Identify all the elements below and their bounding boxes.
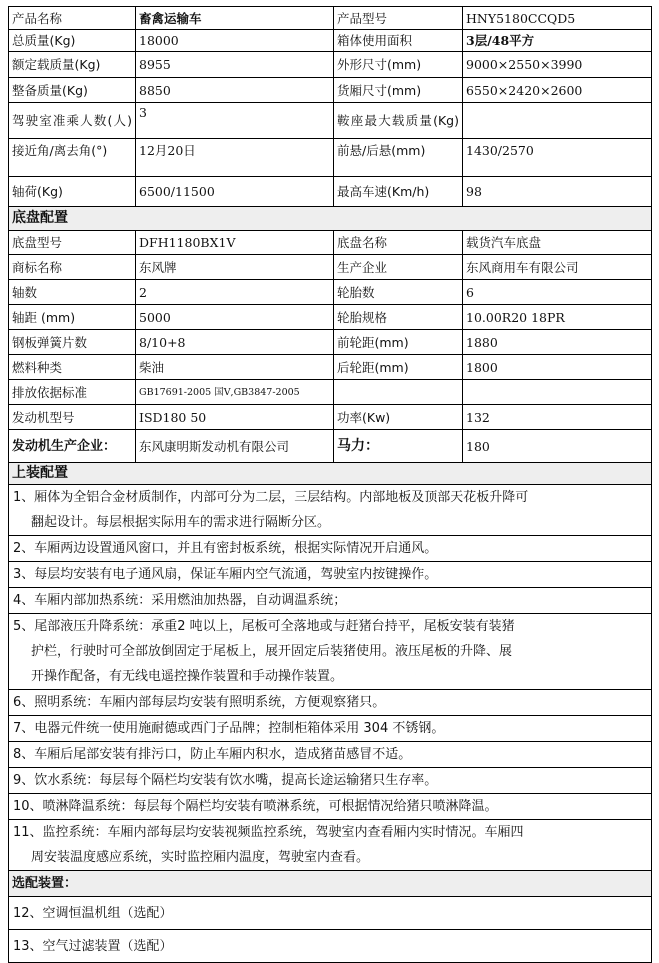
product-model-label: 产品型号 bbox=[334, 7, 463, 30]
brand-name-value: 东风牌 bbox=[136, 255, 334, 280]
optional-section-header bbox=[9, 871, 652, 897]
optional-section-title: 选配装置： bbox=[9, 871, 652, 897]
engine-model-label: 发动机型号 bbox=[9, 405, 136, 430]
empty-cell bbox=[334, 380, 463, 405]
product-model-value: HNY5180CCQD5 bbox=[463, 7, 652, 30]
upper-row bbox=[9, 716, 652, 742]
cargo-dimensions-value: 6550×2420×2600 bbox=[463, 78, 652, 103]
upper-row bbox=[9, 562, 652, 588]
optional-row bbox=[9, 930, 652, 963]
curb-mass-label: 整备质量(Kg) bbox=[9, 78, 136, 103]
rated-load-label: 额定载质量(Kg) bbox=[9, 52, 136, 78]
chassis-section-header bbox=[9, 207, 652, 231]
max-speed-value: 98 bbox=[463, 177, 652, 207]
upper-item-10: 10、喷淋降温系统：每层每个隔栏均安装有喷淋系统，可根据情况给猪只喷淋降温。 bbox=[9, 794, 652, 820]
front-track-value: 1880 bbox=[463, 330, 652, 355]
curb-mass-value: 8850 bbox=[136, 78, 334, 103]
upper-item-3: 3、每层均安装有电子通风扇，保证车厢内空气流通，驾驶室内按键操作。 bbox=[9, 562, 652, 588]
chassis-row bbox=[9, 355, 652, 380]
overhang-value: 1430/2570 bbox=[463, 139, 652, 177]
axle-load-label: 轴荷(Kg) bbox=[9, 177, 136, 207]
rear-track-value: 1800 bbox=[463, 355, 652, 380]
upper-row bbox=[9, 614, 652, 690]
upper-item-5-line-1: 5、尾部液压升降系统：承重2 吨以上，尾板可全落地或与赶猪台持平，尾板安装有装猪 bbox=[13, 619, 515, 634]
chassis-row bbox=[9, 330, 652, 355]
chassis-row bbox=[9, 255, 652, 280]
leaf-spring-label: 钢板弹簧片数 bbox=[9, 330, 136, 355]
cab-seats-value: 3 bbox=[136, 103, 334, 139]
vehicle-row bbox=[9, 7, 652, 30]
approach-departure-angle-label: 接近角/离去角(°) bbox=[9, 139, 136, 177]
upper-item-1-line-1: 1、厢体为全铝合金材质制作，内部可分为二层，三层结构。内部地板及顶部天花板升降可 bbox=[13, 490, 529, 505]
vehicle-row bbox=[9, 30, 652, 52]
emission-standard-label: 排放依据标准 bbox=[9, 380, 136, 405]
fuel-type-value: 柴油 bbox=[136, 355, 334, 380]
spec-sheet-table bbox=[8, 6, 652, 963]
upper-item-6: 6、照明系统：车厢内部每层均安装有照明系统，方便观察猪只。 bbox=[9, 690, 652, 716]
vehicle-row bbox=[9, 52, 652, 78]
manufacturer-label: 生产企业 bbox=[334, 255, 463, 280]
vehicle-row bbox=[9, 103, 652, 139]
chassis-row bbox=[9, 430, 652, 463]
upper-item-1 bbox=[9, 485, 652, 536]
cargo-dimensions-label: 货厢尺寸(mm) bbox=[334, 78, 463, 103]
approach-departure-angle-value: 12月20日 bbox=[136, 139, 334, 177]
upper-item-1-line-2: 翻起设计。每层根据实际用车的需求进行隔断分区。 bbox=[31, 515, 331, 530]
max-speed-label: 最高车速(Km/h) bbox=[334, 177, 463, 207]
rated-load-value: 8955 bbox=[136, 52, 334, 78]
box-area-label: 箱体使用面积 bbox=[334, 30, 463, 52]
optional-item-12: 12、空调恒温机组（选配） bbox=[9, 897, 652, 930]
gross-mass-label: 总质量(Kg) bbox=[9, 30, 136, 52]
tire-count-value: 6 bbox=[463, 280, 652, 305]
box-area-value: 3层/48平方 bbox=[463, 30, 652, 52]
upper-row bbox=[9, 690, 652, 716]
emission-standard-value: GB17691-2005 国Ⅴ,GB3847-2005 bbox=[136, 380, 334, 405]
upper-item-11 bbox=[9, 820, 652, 871]
fuel-type-label: 燃料种类 bbox=[9, 355, 136, 380]
upper-row bbox=[9, 820, 652, 871]
tire-spec-label: 轮胎规格 bbox=[334, 305, 463, 330]
upper-row bbox=[9, 588, 652, 614]
chassis-row bbox=[9, 280, 652, 305]
upper-row bbox=[9, 768, 652, 794]
engine-model-value: ISD180 50 bbox=[136, 405, 334, 430]
gross-mass-value: 18000 bbox=[136, 30, 334, 52]
manufacturer-value: 东风商用车有限公司 bbox=[463, 255, 652, 280]
chassis-section-title: 底盘配置 bbox=[9, 207, 652, 231]
cab-seats-label: 驾驶室准乘人数(人) bbox=[9, 103, 136, 139]
front-track-label: 前轮距(mm) bbox=[334, 330, 463, 355]
upper-item-11-line-1: 11、监控系统：车厢内部每层均安装视频监控系统，驾驶室内查看厢内实时情况。车厢四 bbox=[13, 825, 524, 840]
saddle-load-value bbox=[463, 103, 652, 139]
chassis-model-label: 底盘型号 bbox=[9, 231, 136, 255]
axle-load-value: 6500/11500 bbox=[136, 177, 334, 207]
tire-spec-value: 10.00R20 18PR bbox=[463, 305, 652, 330]
power-value: 132 bbox=[463, 405, 652, 430]
axle-count-label: 轴数 bbox=[9, 280, 136, 305]
leaf-spring-value: 8/10+8 bbox=[136, 330, 334, 355]
brand-name-label: 商标名称 bbox=[9, 255, 136, 280]
chassis-row bbox=[9, 405, 652, 430]
horsepower-value: 180 bbox=[463, 430, 652, 463]
upper-row bbox=[9, 485, 652, 536]
tire-count-label: 轮胎数 bbox=[334, 280, 463, 305]
upper-section-title: 上装配置 bbox=[9, 463, 652, 485]
chassis-row bbox=[9, 380, 652, 405]
upper-section-header bbox=[9, 463, 652, 485]
upper-item-4: 4、车厢内部加热系统：采用燃油加热器，自动调温系统； bbox=[9, 588, 652, 614]
overall-dimensions-label: 外形尺寸(mm) bbox=[334, 52, 463, 78]
wheelbase-value: 5000 bbox=[136, 305, 334, 330]
upper-item-5-line-3: 开操作配备，有无线电遥控操作装置和手动操作装置。 bbox=[31, 669, 344, 684]
optional-item-13: 13、空气过滤装置（选配） bbox=[9, 930, 652, 963]
overhang-label: 前悬/后悬(mm) bbox=[334, 139, 463, 177]
product-name-label: 产品名称 bbox=[9, 7, 136, 30]
horsepower-label: 马力： bbox=[334, 430, 463, 463]
vehicle-row bbox=[9, 139, 652, 177]
empty-cell bbox=[463, 380, 652, 405]
optional-row bbox=[9, 897, 652, 930]
upper-item-5-line-2: 护栏，行驶时可全部放倒固定于尾板上，展开固定后装猪使用。液压尾板的升降、展 bbox=[31, 644, 513, 659]
vehicle-row bbox=[9, 177, 652, 207]
engine-manufacturer-label: 发动机生产企业： bbox=[9, 430, 136, 463]
engine-manufacturer-value: 东风康明斯发动机有限公司 bbox=[136, 430, 334, 463]
upper-item-9: 9、饮水系统：每层每个隔栏均安装有饮水嘴，提高长途运输猪只生存率。 bbox=[9, 768, 652, 794]
upper-row bbox=[9, 536, 652, 562]
overall-dimensions-value: 9000×2550×3990 bbox=[463, 52, 652, 78]
chassis-row bbox=[9, 305, 652, 330]
upper-item-2: 2、车厢两边设置通风窗口，并且有密封板系统，根据实际情况开启通风。 bbox=[9, 536, 652, 562]
upper-row bbox=[9, 794, 652, 820]
wheelbase-label: 轴距 (mm) bbox=[9, 305, 136, 330]
product-name-value: 畜禽运输车 bbox=[136, 7, 334, 30]
upper-item-7: 7、电器元件统一使用施耐德或西门子品牌；控制柜箱体采用 304 不锈钢。 bbox=[9, 716, 652, 742]
vehicle-row bbox=[9, 78, 652, 103]
chassis-row bbox=[9, 231, 652, 255]
upper-item-8: 8、车厢后尾部安装有排污口，防止车厢内积水，造成猪苗感冒不适。 bbox=[9, 742, 652, 768]
upper-item-11-line-2: 周安装温度感应系统，实时监控厢内温度，驾驶室内查看。 bbox=[31, 850, 370, 865]
upper-item-5 bbox=[9, 614, 652, 690]
upper-row bbox=[9, 742, 652, 768]
axle-count-value: 2 bbox=[136, 280, 334, 305]
saddle-load-label: 鞍座最大载质量(Kg) bbox=[334, 103, 463, 139]
chassis-name-value: 载货汽车底盘 bbox=[463, 231, 652, 255]
chassis-model-value: DFH1180BX1V bbox=[136, 231, 334, 255]
rear-track-label: 后轮距(mm) bbox=[334, 355, 463, 380]
chassis-name-label: 底盘名称 bbox=[334, 231, 463, 255]
power-label: 功率(Kw) bbox=[334, 405, 463, 430]
